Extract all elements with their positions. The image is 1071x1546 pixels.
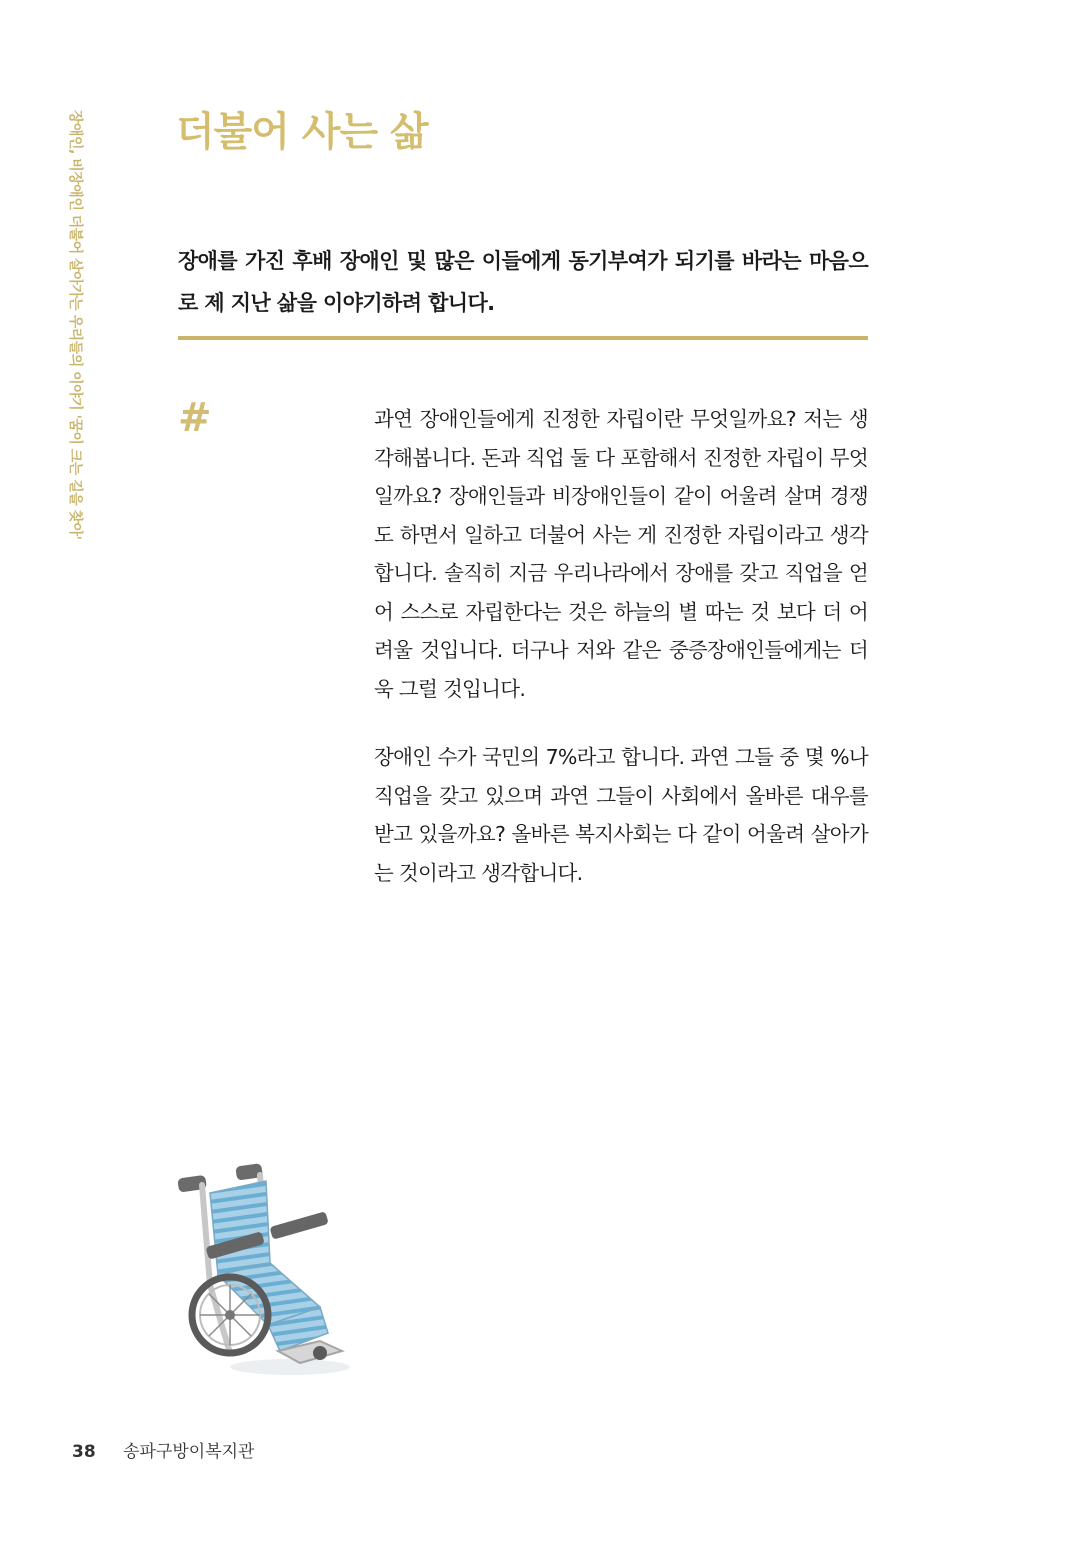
hash-icon: # xyxy=(178,395,212,441)
intro-paragraph: 장애를 가진 후배 장애인 및 많은 이들에게 동기부여가 되기를 바라는 마음으로 제 지난 삶을 이야기하려 합니다. xyxy=(178,249,868,315)
body-paragraph-2: 장애인 수가 국민의 7%라고 합니다. 과연 그들 중 몇 %나 직업을 갖고 있으며 과연 그들이 사회에서 올바른 대우를 받고 있을까요? 올바른 복지사회는 다 같이 어울려 살아가는 것이라고 생각합니다. xyxy=(374,745,868,885)
body-text xyxy=(374,400,868,892)
section-divider xyxy=(178,336,868,340)
side-caption: 장애인, 비장애인 더불어 살아가는 우리들의 이야기 '꿈이 크는 길을 찾아' xyxy=(67,110,83,540)
body-paragraph-1: 과연 장애인들에게 진정한 자립이란 무엇일까요? 저는 생각해봅니다. 돈과 직업 둘 다 포함해서 진정한 자립이 무엇일까요? 장애인들과 비장애인들이 같이 어울려 살며 경쟁도 하면서 일하고 더불어 사는 게 진정한 자립이라고 생각합니다. 솔직히 지금 우리나라에서 장애를 갖고 직업을 얻어 스스로 자립한다는 것은 하늘의 별 따는 것 보다 더 어려울 것입니다. 더구나 저와 같은 중증장애인들에게는 더욱 그럴 것입니다. xyxy=(374,407,868,701)
page-title: 더불어 사는 삶 xyxy=(176,109,428,155)
wheelchair-illustration xyxy=(170,1155,365,1385)
page-footer xyxy=(72,1437,254,1462)
page-number: 38 xyxy=(72,1442,96,1462)
publisher-name: 송파구방이복지관 xyxy=(123,1442,255,1462)
